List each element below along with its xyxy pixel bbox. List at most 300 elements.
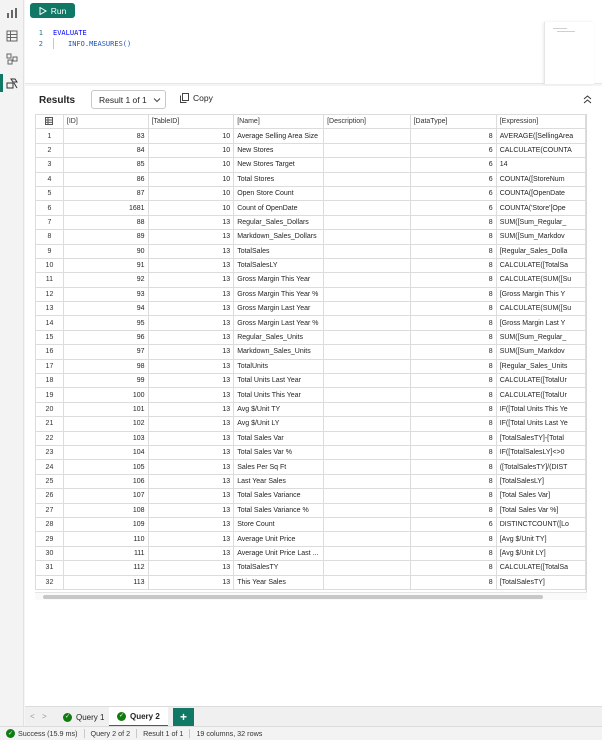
table-cell[interactable] [324,230,411,244]
table-cell[interactable]: CALCULATE(SUM([Su [496,273,585,287]
column-header[interactable]: [Name] [234,115,324,129]
table-cell[interactable]: TotalSalesTY [234,561,324,575]
success-check-icon: ✓ [118,713,125,719]
copy-button[interactable] [180,93,213,103]
chevron-double-up-icon [583,95,592,104]
table-cell[interactable]: Gross Margin This Year % [234,287,324,301]
row-number[interactable]: 4 [36,172,64,186]
row-number[interactable]: 29 [36,532,64,546]
table-cell[interactable]: 13 [148,532,234,546]
table-row[interactable] [36,215,586,229]
table-cell[interactable]: 10 [148,143,234,157]
table-cell[interactable] [324,201,411,215]
table-cell[interactable] [324,172,411,186]
column-header[interactable]: [DataType] [410,115,496,129]
table-cell[interactable]: [Gross Margin This Y [496,287,585,301]
tab-query-2[interactable] [109,707,168,727]
chevron-down-icon [153,97,161,103]
table-row[interactable] [36,388,586,402]
code-text: EVALUATE [53,28,87,37]
table-row[interactable] [36,287,586,301]
table-cell[interactable]: 92 [63,273,148,287]
table-row[interactable] [36,201,586,215]
results-table [35,114,586,590]
results-header [25,86,602,114]
table-cell[interactable]: Markdown_Sales_Dollars [234,230,324,244]
table-cell[interactable]: 10 [148,172,234,186]
row-number[interactable]: 13 [36,302,64,316]
table-cell[interactable]: 8 [410,244,496,258]
table-row[interactable] [36,143,586,157]
select-all-cell[interactable] [36,115,64,129]
table-cell[interactable]: 8 [410,345,496,359]
table-cell[interactable]: 105 [63,460,148,474]
table-row[interactable] [36,330,586,344]
table-cell[interactable]: 13 [148,345,234,359]
table-cell[interactable]: CALCULATE([TotalSa [496,258,585,272]
table-cell[interactable]: 88 [63,215,148,229]
table-cell[interactable]: Total Sales Variance [234,489,324,503]
line-number: 2 [38,39,43,48]
table-cell[interactable]: 8 [410,215,496,229]
table-row[interactable] [36,575,586,589]
table-cell[interactable]: [Total Sales Var %] [496,503,585,517]
table-row[interactable] [36,402,586,416]
table-cell[interactable]: Average Selling Area Size [234,129,324,143]
query-editor[interactable] [25,0,602,84]
table-cell[interactable]: Count of OpenDate [234,201,324,215]
table-cell[interactable]: 10 [148,129,234,143]
row-number[interactable]: 7 [36,215,64,229]
table-cell[interactable] [324,474,411,488]
table-cell[interactable]: 87 [63,186,148,200]
model-view-icon[interactable] [5,52,19,66]
table-cell[interactable]: Total Stores [234,172,324,186]
table-cell[interactable]: 111 [63,546,148,560]
table-cell[interactable] [324,374,411,388]
row-number[interactable]: 11 [36,273,64,287]
table-cell[interactable]: 13 [148,330,234,344]
table-row[interactable] [36,445,586,459]
table-cell[interactable]: CALCULATE([TotalUr [496,388,585,402]
table-cell[interactable] [324,316,411,330]
table-cell[interactable]: 13 [148,503,234,517]
row-number[interactable]: 9 [36,244,64,258]
table-cell[interactable] [324,503,411,517]
scrollbar-thumb[interactable] [43,595,543,599]
table-cell[interactable]: 91 [63,258,148,272]
table-cell[interactable]: COUNTA('Store'[Ope [496,201,585,215]
table-cell[interactable]: [TotalSalesTY]-[Total [496,431,585,445]
table-cell[interactable]: Sales Per Sq Ft [234,460,324,474]
table-row[interactable] [36,345,586,359]
table-cell[interactable]: SUM([Sum_Regular_ [496,330,585,344]
table-cell[interactable]: 6 [410,143,496,157]
row-number[interactable]: 21 [36,417,64,431]
table-cell[interactable]: 10 [148,201,234,215]
add-query-button[interactable]: + [173,708,194,726]
table-cell[interactable]: Open Store Count [234,186,324,200]
table-cell[interactable] [324,460,411,474]
table-cell[interactable]: 102 [63,417,148,431]
table-cell[interactable] [324,302,411,316]
table-cell[interactable]: Total Sales Var % [234,445,324,459]
row-number[interactable]: 18 [36,374,64,388]
table-cell[interactable]: 86 [63,172,148,186]
table-cell[interactable]: 13 [148,489,234,503]
table-cell[interactable]: 10 [148,186,234,200]
table-cell[interactable]: 97 [63,345,148,359]
collapse-results-button[interactable] [583,95,592,106]
table-cell[interactable]: 1681 [63,201,148,215]
row-number[interactable]: 23 [36,445,64,459]
row-number[interactable]: 25 [36,474,64,488]
table-row[interactable] [36,258,586,272]
table-cell[interactable]: 103 [63,431,148,445]
table-row[interactable] [36,517,586,531]
table-cell[interactable]: 13 [148,460,234,474]
table-cell[interactable]: New Stores Target [234,158,324,172]
table-cell[interactable]: 112 [63,561,148,575]
table-cell[interactable]: Avg $/Unit LY [234,417,324,431]
row-number[interactable]: 12 [36,287,64,301]
row-number[interactable]: 5 [36,186,64,200]
table-cell[interactable]: [Avg $/Unit LY] [496,546,585,560]
table-cell[interactable]: 100 [63,388,148,402]
table-cell[interactable]: 14 [496,158,585,172]
row-number[interactable]: 32 [36,575,64,589]
table-cell[interactable]: 8 [410,230,496,244]
table-cell[interactable]: 10 [148,158,234,172]
table-cell[interactable]: 13 [148,561,234,575]
table-cell[interactable]: 8 [410,402,496,416]
table-cell[interactable]: Markdown_Sales_Units [234,345,324,359]
table-cell[interactable] [324,215,411,229]
table-cell[interactable] [324,143,411,157]
table-cell[interactable]: 8 [410,546,496,560]
table-cell[interactable]: 8 [410,561,496,575]
table-cell[interactable] [324,359,411,373]
line-number: 1 [38,28,43,37]
table-cell[interactable]: ([TotalSalesTY]/(DIST [496,460,585,474]
table-row[interactable] [36,503,586,517]
table-cell[interactable]: 6 [410,158,496,172]
table-cell[interactable] [324,186,411,200]
table-cell[interactable]: 13 [148,474,234,488]
table-cell[interactable]: Total Units Last Year [234,374,324,388]
table-view-icon[interactable] [5,29,19,43]
table-cell[interactable]: Gross Margin Last Year [234,302,324,316]
row-number[interactable]: 16 [36,345,64,359]
horizontal-scrollbar[interactable] [35,592,587,600]
code-line [25,38,131,49]
table-cell[interactable]: 6 [410,517,496,531]
table-cell[interactable]: 8 [410,460,496,474]
table-cell[interactable]: IF([Total Units Last Ye [496,417,585,431]
table-row[interactable] [36,431,586,445]
table-cell[interactable]: CALCULATE(SUM([Su [496,302,585,316]
table-row[interactable] [36,158,586,172]
table-cell[interactable] [324,489,411,503]
table-cell[interactable]: Average Unit Price [234,532,324,546]
table-cell[interactable]: 108 [63,503,148,517]
row-number[interactable]: 27 [36,503,64,517]
table-cell[interactable]: 93 [63,287,148,301]
table-cell[interactable]: 6 [410,172,496,186]
run-button[interactable] [30,3,75,18]
column-header[interactable]: [ID] [63,115,148,129]
tab-scroll-right-button[interactable]: > [42,712,47,721]
table-cell[interactable]: 13 [148,287,234,301]
table-cell[interactable]: CALCULATE(COUNTA [496,143,585,157]
table-row[interactable] [36,460,586,474]
table-row[interactable] [36,474,586,488]
table-cell[interactable]: 101 [63,402,148,416]
results-grid[interactable] [35,114,587,592]
minimap-line [557,31,575,32]
table-cell[interactable]: Store Count [234,517,324,531]
active-view-indicator [0,74,3,92]
table-cell[interactable]: 13 [148,402,234,416]
table-cell[interactable]: DISTINCTCOUNT([Lo [496,517,585,531]
code-area[interactable] [25,27,131,49]
table-cell[interactable]: 13 [148,359,234,373]
minimap[interactable] [544,22,594,84]
table-cell[interactable]: 8 [410,474,496,488]
table-row[interactable] [36,273,586,287]
table-cell[interactable]: [Regular_Sales_Units [496,359,585,373]
table-cell[interactable] [324,402,411,416]
table-cell[interactable]: [Gross Margin Last Y [496,316,585,330]
table-cell[interactable] [324,244,411,258]
column-header[interactable]: [TableID] [148,115,234,129]
column-header[interactable]: [Expression] [496,115,585,129]
indent-guide [53,38,54,49]
table-cell[interactable]: Total Units This Year [234,388,324,402]
table-cell[interactable]: 8 [410,532,496,546]
table-cell[interactable]: 13 [148,575,234,589]
table-cell[interactable]: TotalSales [234,244,324,258]
table-cell[interactable]: 109 [63,517,148,531]
tab-query-1[interactable] [55,707,112,727]
table-cell[interactable] [324,532,411,546]
row-number[interactable]: 31 [36,561,64,575]
table-cell[interactable]: [Regular_Sales_Dolla [496,244,585,258]
table-cell[interactable]: 98 [63,359,148,373]
table-cell[interactable]: 95 [63,316,148,330]
table-cell[interactable] [324,517,411,531]
table-cell[interactable]: 13 [148,302,234,316]
table-cell[interactable]: 13 [148,258,234,272]
table-cell[interactable]: [TotalSalesLY] [496,474,585,488]
row-number[interactable]: 6 [36,201,64,215]
table-cell[interactable] [324,546,411,560]
table-cell[interactable]: 8 [410,374,496,388]
table-cell[interactable] [324,561,411,575]
table-row[interactable] [36,129,586,143]
table-cell[interactable] [324,287,411,301]
table-row[interactable] [36,316,586,330]
table-cell[interactable]: 96 [63,330,148,344]
table-cell[interactable]: CALCULATE([TotalSa [496,561,585,575]
table-cell[interactable]: IF([Total Units This Ye [496,402,585,416]
table-row[interactable] [36,302,586,316]
table-row[interactable] [36,359,586,373]
row-number[interactable]: 10 [36,258,64,272]
table-cell[interactable]: Gross Margin Last Year % [234,316,324,330]
table-cell[interactable]: SUM([Sum_Markdov [496,345,585,359]
dax-query-view-icon[interactable] [5,76,19,90]
success-check-icon: ✓ [64,714,71,720]
table-cell[interactable]: COUNTA([OpenDate [496,186,585,200]
table-row[interactable] [36,186,586,200]
report-view-icon[interactable] [5,6,19,20]
table-cell[interactable]: 13 [148,517,234,531]
row-number[interactable]: 20 [36,402,64,416]
table-cell[interactable] [324,431,411,445]
table-cell[interactable]: CALCULATE([TotalUr [496,374,585,388]
table-cell[interactable]: 8 [410,575,496,589]
table-cell[interactable]: 89 [63,230,148,244]
table-cell[interactable]: IF([TotalSalesLY]<>0 [496,445,585,459]
table-row[interactable] [36,417,586,431]
table-cell[interactable]: [TotalSalesTY] [496,575,585,589]
table-cell[interactable] [324,345,411,359]
table-cell[interactable]: 107 [63,489,148,503]
table-cell[interactable]: 84 [63,143,148,157]
table-cell[interactable]: TotalSalesLY [234,258,324,272]
row-number[interactable]: 3 [36,158,64,172]
table-icon [45,117,53,125]
results-panel [25,86,602,706]
table-row[interactable] [36,532,586,546]
table-row[interactable] [36,546,586,560]
table-cell[interactable]: 8 [410,302,496,316]
row-number[interactable]: 14 [36,316,64,330]
table-cell[interactable]: Regular_Sales_Dollars [234,215,324,229]
table-cell[interactable]: 13 [148,273,234,287]
table-cell[interactable]: 8 [410,258,496,272]
table-cell[interactable]: TotalUnits [234,359,324,373]
row-number[interactable]: 26 [36,489,64,503]
table-cell[interactable]: 13 [148,417,234,431]
table-row[interactable] [36,244,586,258]
row-number[interactable]: 22 [36,431,64,445]
table-cell[interactable] [324,417,411,431]
table-cell[interactable]: This Year Sales [234,575,324,589]
table-cell[interactable]: 13 [148,388,234,402]
table-cell[interactable]: 106 [63,474,148,488]
table-cell[interactable]: 6 [410,186,496,200]
table-cell[interactable]: 8 [410,330,496,344]
table-row[interactable] [36,230,586,244]
table-cell[interactable] [324,575,411,589]
table-cell[interactable]: 13 [148,244,234,258]
table-cell[interactable]: Total Sales Var [234,431,324,445]
table-cell[interactable]: SUM([Sum_Markdov [496,230,585,244]
table-cell[interactable]: 13 [148,445,234,459]
table-cell[interactable]: 85 [63,158,148,172]
row-number[interactable]: 30 [36,546,64,560]
table-cell[interactable]: 8 [410,431,496,445]
table-cell[interactable] [324,158,411,172]
table-cell[interactable]: 113 [63,575,148,589]
status-query: Query 2 of 2 [85,729,138,738]
table-cell[interactable]: [Avg $/Unit TY] [496,532,585,546]
table-row[interactable] [36,172,586,186]
row-number[interactable]: 8 [36,230,64,244]
table-cell[interactable]: [Total Sales Var] [496,489,585,503]
table-cell[interactable]: Last Year Sales [234,474,324,488]
table-row[interactable] [36,561,586,575]
column-header[interactable]: [Description] [324,115,411,129]
row-number[interactable]: 1 [36,129,64,143]
table-row[interactable] [36,489,586,503]
table-cell[interactable] [324,258,411,272]
table-cell[interactable]: 13 [148,230,234,244]
table-cell[interactable]: 8 [410,503,496,517]
row-number[interactable]: 2 [36,143,64,157]
row-number[interactable]: 15 [36,330,64,344]
table-row[interactable] [36,374,586,388]
row-number[interactable]: 24 [36,460,64,474]
table-cell[interactable]: 99 [63,374,148,388]
table-cell[interactable]: 13 [148,316,234,330]
table-cell[interactable]: 8 [410,316,496,330]
code-text: INFO.MEASURES() [68,39,132,48]
table-cell[interactable]: 8 [410,129,496,143]
result-selector-dropdown[interactable] [91,90,166,109]
table-cell[interactable]: 8 [410,359,496,373]
row-number[interactable]: 17 [36,359,64,373]
table-cell[interactable]: 13 [148,215,234,229]
table-cell[interactable]: Regular_Sales_Units [234,330,324,344]
table-cell[interactable]: Total Sales Variance % [234,503,324,517]
table-cell[interactable]: 8 [410,273,496,287]
table-cell[interactable] [324,273,411,287]
table-cell[interactable]: 8 [410,445,496,459]
table-cell[interactable]: 13 [148,546,234,560]
table-cell[interactable]: 8 [410,489,496,503]
table-cell[interactable]: Avg $/Unit TY [234,402,324,416]
table-cell[interactable]: 13 [148,431,234,445]
table-cell[interactable]: 6 [410,201,496,215]
table-cell[interactable] [324,388,411,402]
table-cell[interactable]: 90 [63,244,148,258]
row-number[interactable]: 19 [36,388,64,402]
table-cell[interactable]: New Stores [234,143,324,157]
table-cell[interactable]: Gross Margin This Year [234,273,324,287]
row-number[interactable]: 28 [36,517,64,531]
table-cell[interactable]: 110 [63,532,148,546]
tab-label: Query 2 [130,711,160,721]
table-cell[interactable]: 94 [63,302,148,316]
tab-scroll-left-button[interactable]: < [30,712,35,721]
table-cell[interactable]: 8 [410,417,496,431]
table-cell[interactable]: SUM([Sum_Regular_ [496,215,585,229]
table-cell[interactable]: AVERAGE([SellingArea [496,129,585,143]
table-cell[interactable] [324,445,411,459]
table-cell[interactable]: 13 [148,374,234,388]
table-cell[interactable]: 8 [410,388,496,402]
table-cell[interactable]: 8 [410,287,496,301]
table-cell[interactable]: 83 [63,129,148,143]
table-cell[interactable]: Average Unit Price Last ... [234,546,324,560]
table-cell[interactable] [324,330,411,344]
table-cell[interactable]: 104 [63,445,148,459]
table-cell[interactable]: COUNTA([StoreNum [496,172,585,186]
table-cell[interactable] [324,129,411,143]
